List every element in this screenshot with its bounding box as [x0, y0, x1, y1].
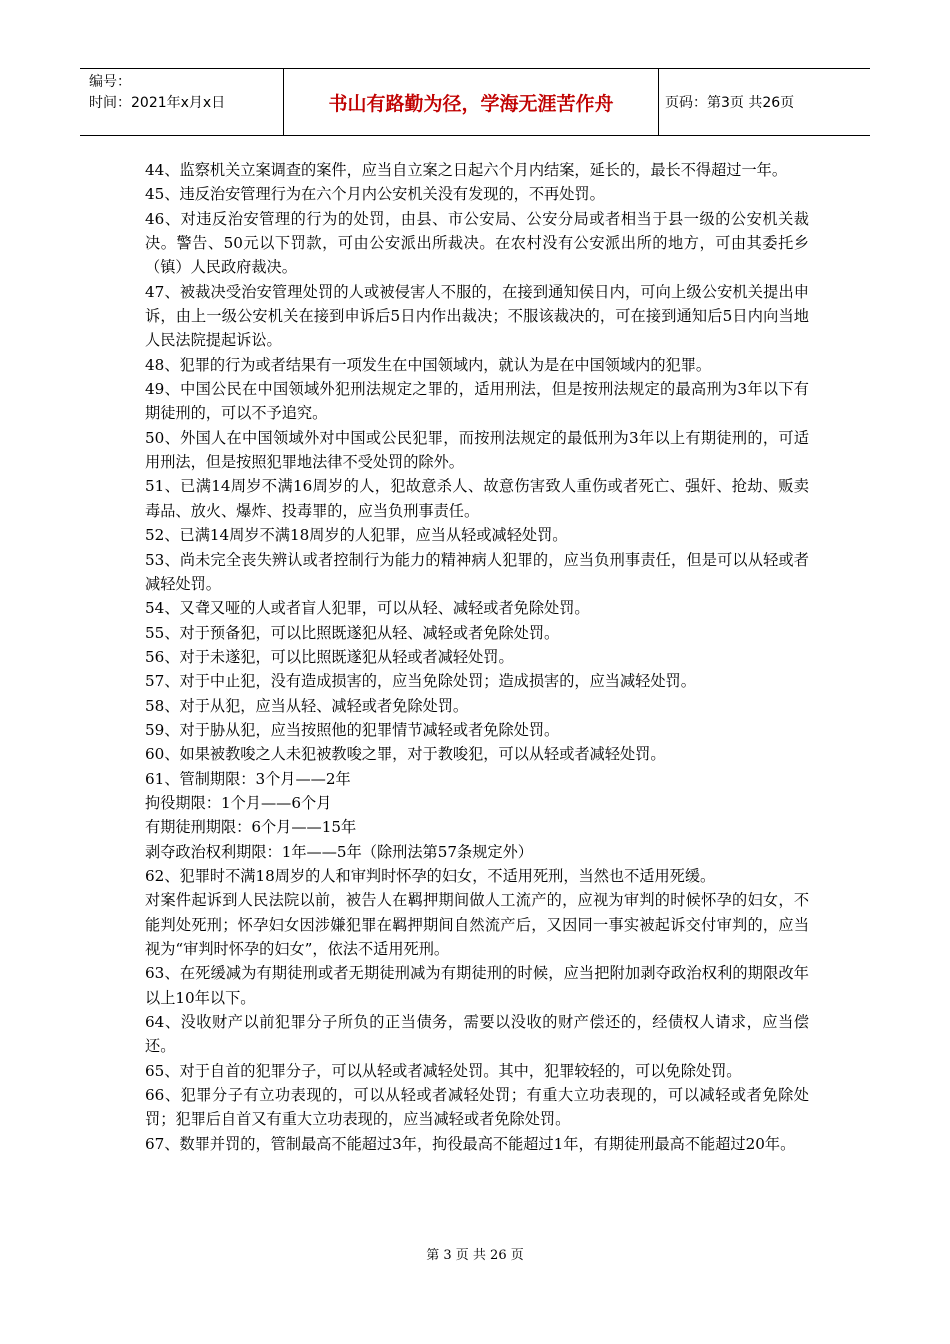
- paragraph: 60、如果被教唆之人未犯被教唆之罪，对于教唆犯，可以从轻或者减轻处罚。: [145, 745, 666, 764]
- paragraph: 拘役期限：1个月——6个月: [145, 793, 332, 812]
- number-label: 编号：: [89, 74, 131, 90]
- date-label: 时间：2021年x月x日: [89, 95, 226, 111]
- paragraph: 55、对于预备犯，可以比照既遂犯从轻、减轻或者免除处罚。: [145, 623, 560, 642]
- paragraph: 57、对于中止犯，没有造成损害的，应当免除处罚；造成损害的，应当减轻处罚。: [145, 672, 696, 691]
- paragraph: 56、对于未遂犯，可以比照既遂犯从轻或者减轻处罚。: [145, 647, 514, 666]
- paragraph: 59、对于胁从犯，应当按照他的犯罪情节减轻或者免除处罚。: [145, 720, 560, 739]
- paragraph: 66、犯罪分子有立功表现的，可以从轻或者减轻处罚；有重大立功表现的，可以减轻或者免除处罚；犯罪后自首又有重大立功表现的，应当减轻或者免除处罚。: [145, 1086, 809, 1129]
- header-meta: [80, 69, 284, 135]
- paragraph: 44、监察机关立案调查的案件，应当自立案之日起六个月内结案，延长的，最长不得超过一年。: [145, 161, 788, 179]
- page-footer: 第 3 页 共 26 页: [426, 1248, 524, 1263]
- header-page-label: 页码：第3页 共26页: [665, 95, 795, 111]
- paragraph: 47、被裁决受治安管理处罚的人或被侵害人不服的，在接到通知侯日内，可向上级公安机关提出申诉，由上一级公安机关在接到申诉后5日内作出裁决；不服该裁决的，可在接到通知后5日内向当地人民法院提起诉讼。: [145, 282, 809, 350]
- page-header: [80, 68, 870, 136]
- paragraph: 50、外国人在中国领域外对中国或公民犯罪，而按刑法规定的最低刑为3年以上有期徒刑的，可适用刑法，但是按照犯罪地法律不受处罚的除外。: [145, 428, 809, 472]
- paragraph: 对案件起诉到人民法院以前，被告人在羁押期间做人工流产的，应视为审判的时候怀孕的妇女，不能判处死刑；怀孕妇女因涉嫌犯罪在羁押期间自然流产后，又因同一事实被起诉交付审判的，应当视为“审判时怀孕的妇女”，依法不适用死刑。: [145, 891, 809, 958]
- paragraph: 52、已满14周岁不满18周岁的人犯罪，应当从轻或减轻处罚。: [145, 526, 568, 545]
- paragraph: 45、违反治安管理行为在六个月内公安机关没有发现的，不再处罚。: [145, 185, 605, 204]
- paragraph: 67、数罪并罚的，管制最高不能超过3年，拘役最高不能超过1年，有期徒刑最高不能超过20年。: [145, 1134, 796, 1153]
- paragraph: 62、犯罪时不满18周岁的人和审判时怀孕的妇女，不适用死刑，当然也不适用死缓。: [145, 866, 716, 885]
- paragraph: 48、犯罪的行为或者结果有一项发生在中国领域内，就认为是在中国领域内的犯罪。: [145, 355, 712, 374]
- paragraph: 54、又聋又哑的人或者盲人犯罪，可以从轻、减轻或者免除处罚。: [145, 599, 590, 618]
- paragraph: 剥夺政治权利期限：1年——5年（除刑法第57条规定外）: [145, 842, 533, 861]
- paragraph: 61、管制期限：3个月——2年: [145, 769, 351, 788]
- header-motto: 书山有路勤为径，学海无涯苦作舟: [284, 69, 659, 135]
- paragraph: 有期徒刑期限：6个月——15年: [145, 818, 357, 837]
- paragraph: 46、对违反治安管理的行为的处罚，由县、市公安局、公安分局或者相当于县一级的公安机关裁决。警告、50元以下罚款，可由公安派出所裁决。在农村没有公安派出所的地方，可由其委托乡（镇）人民政府裁决。: [145, 209, 809, 277]
- document-body: [145, 158, 809, 1156]
- paragraph: 51、已满14周岁不满16周岁的人，犯故意杀人、故意伤害致人重伤或者死亡、强奸、抢劫、贩卖毒品、放火、爆炸、投毒罪的，应当负刑事责任。: [145, 477, 809, 520]
- paragraph: 64、没收财产以前犯罪分子所负的正当债务，需要以没收的财产偿还的，经债权人请求，应当偿还。: [145, 1013, 809, 1056]
- paragraph: 65、对于自首的犯罪分子，可以从轻或者减轻处罚。其中，犯罪较轻的，可以免除处罚。: [145, 1061, 742, 1080]
- paragraph: 53、尚未完全丧失辨认或者控制行为能力的精神病人犯罪的，应当负刑事责任，但是可以从轻或者减轻处罚。: [145, 550, 809, 593]
- paragraph: 58、对于从犯，应当从轻、减轻或者免除处罚。: [145, 696, 469, 715]
- paragraph: 49、中国公民在中国领域外犯刑法规定之罪的，适用刑法，但是按刑法规定的最高刑为3年以下有期徒刑的，可以不予追究。: [145, 380, 809, 423]
- paragraph: 63、在死缓减为有期徒刑或者无期徒刑减为有期徒刑的时候，应当把附加剥夺政治权利的期限改年以上10年以下。: [145, 964, 809, 1007]
